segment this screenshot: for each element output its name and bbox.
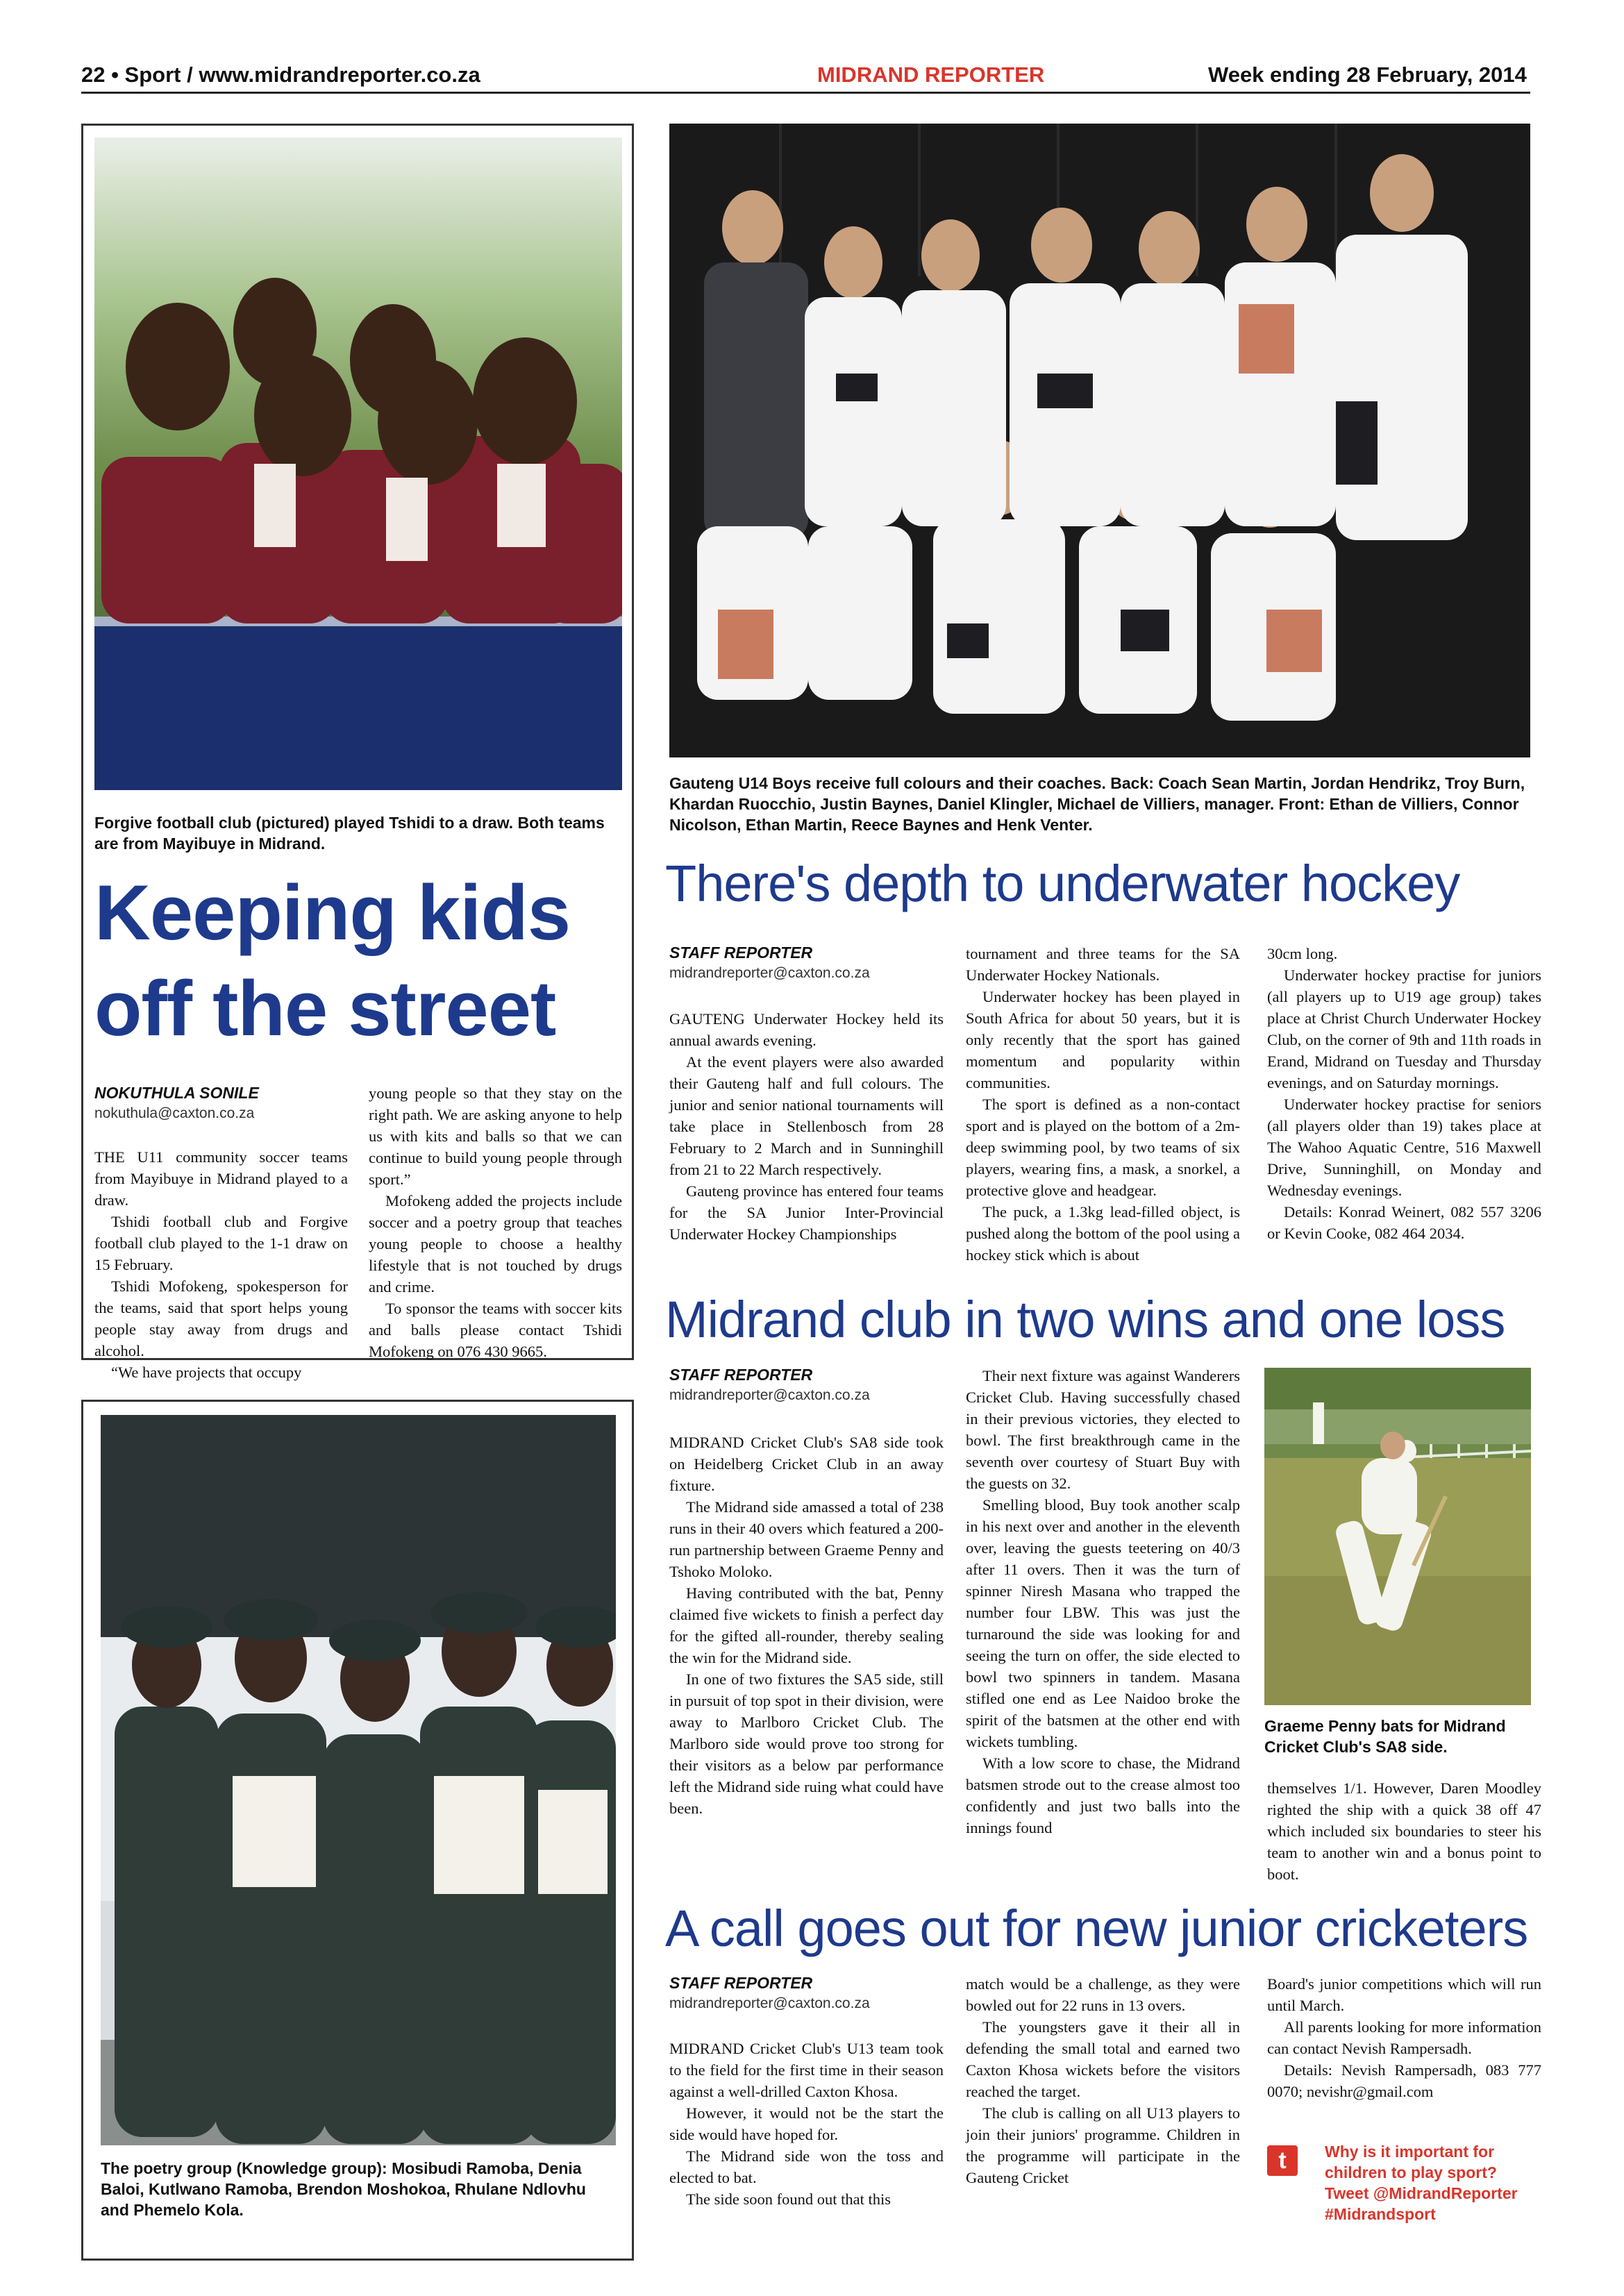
twitter-line: children to play sport? [1325, 2163, 1497, 2181]
poetry-photo-caption: The poetry group (Knowledge group): Mosibudi Ramoba, Denia Baloi, Kutlwano Ramoba, Brendon Moshokoa, Rhulane Ndlovhu and Phemelo Kola. [101, 2159, 586, 2219]
paragraph: With a low score to chase, the Midrand batsmen strode out to the crease almost too confidently and just two balls into the innings found [966, 1754, 1240, 1836]
paragraph: tournament and three teams for the SA Underwater Hockey Nationals. [966, 945, 1240, 984]
paragraph: In one of two fixtures the SA5 side, still in pursuit of top spot in their division, were away to Marlboro Cricket Club. The Marlboro side would prove too strong for their visitors as a below par performance left the Midrand side ruing what could have been. [669, 1670, 944, 1817]
article2-author: STAFF REPORTER [669, 944, 813, 962]
paragraph: MIDRAND Cricket Club's U13 team took to the field for the first time in their season against a well-drilled Caxton Khosa. [669, 2040, 944, 2100]
paragraph: GAUTENG Underwater Hockey held its annual awards evening. [669, 1010, 944, 1049]
paragraph: The puck, a 1.3kg lead-filled object, is pushed along the bottom of the pool using a hockey stick which is about [966, 1203, 1240, 1264]
issue-date: Week ending 28 February, 2014 [1208, 62, 1527, 87]
paragraph: To sponsor the teams with soccer kits and balls please contact Tshidi Mofokeng on 076 430 9665. [369, 1300, 622, 1360]
paragraph: The sport is defined as a non-contact sport and is played on the bottom of a 2m-deep swimming pool, by two teams of six players, wearing fins, a mask, a snorkel, a protective glove and headgear. [966, 1096, 1240, 1199]
paragraph: At the event players were also awarded their Gauteng half and full colours. The junior and senior national tournaments will take place in Stellenbosch from 28 February to 2 March and in Sunninghill from 21 to 22 March respectively. [669, 1053, 944, 1178]
article2-headline: There's depth to underwater hockey [665, 855, 1460, 912]
article3-headline: Midrand club in two wins and one loss [665, 1291, 1505, 1348]
paragraph: “We have projects that occupy [111, 1364, 302, 1381]
poetry-group-photo [101, 1415, 616, 2145]
article1-author: NOKUTHULA SONILE [94, 1084, 259, 1102]
paragraph: Mofokeng added the projects include soccer and a poetry group that teaches young people to choose a healthy lifestyle that is not touched by drugs and crime. [369, 1192, 622, 1296]
paragraph: Tshidi Mofokeng, spokesperson for the teams, said that sport helps young people stay away from drugs and alcohol. [94, 1277, 348, 1359]
article3-column-2 [966, 1365, 1240, 1838]
paragraph: Details: Konrad Weinert, 082 557 3206 or Kevin Cooke, 082 464 2034. [1267, 1203, 1541, 1242]
u14-boys-photo [669, 124, 1530, 757]
paragraph: The youngsters gave it their all in defending the small total and earned two Caxton Khosa wickets before the visitors reached the target. [966, 2018, 1240, 2100]
masthead: MIDRAND REPORTER [817, 62, 1045, 87]
paragraph: However, it would not be the start the side would have hoped for. [669, 2104, 944, 2143]
article4-column-2 [966, 1973, 1240, 2188]
paragraph: Their next fixture was against Wanderers Cricket Club. Having successfully chased in their previous victories, they elected to bowl. The first breakthrough came in the seventh over courtesy of Stuart Buy with the guests on 32. [966, 1367, 1240, 1492]
paragraph: Underwater hockey practise for seniors (all players older than 19) takes place at The Wahoo Aquatic Centre, 516 Maxwell Drive, Sunninghill, on Monday and Wednesday evenings. [1267, 1096, 1541, 1199]
article3-column-3 [1267, 1777, 1541, 1885]
article4-headline: A call goes out for new junior cricketers [665, 1900, 1528, 1957]
u14-photo-caption: Gauteng U14 Boys receive full colours and their coaches. Back: Coach Sean Martin, Jordan Hendrikz, Troy Burn, Khardan Ruocchio, Justin Baynes, Daniel Klingler, Michael de Villiers, manager. Front: Ethan de Villiers, Connor Nicolson, Ethan Martin, Reece Baynes and Henk Venter. [669, 774, 1525, 834]
paragraph: 30cm long. [1267, 945, 1338, 962]
football-photo-caption: Forgive football club (pictured) played Tshidi to a draw. Both teams are from Mayibuye in Midrand. [94, 814, 605, 853]
article4-column-3 [1267, 1973, 1541, 2102]
twitter-line: #Midrandsport [1325, 2205, 1436, 2223]
article4-author: STAFF REPORTER [669, 1974, 813, 1992]
paragraph: match would be a challenge, as they were bowled out for 22 runs in 13 overs. [966, 1975, 1240, 2014]
header-rule [81, 92, 1530, 94]
paragraph: The side soon found out that this [686, 2190, 891, 2208]
twitter-line: Why is it important for [1325, 2143, 1495, 2161]
article1-column-1 [94, 1146, 348, 1383]
page-section-label: 22 • Sport / www.midrandreporter.co.za [81, 62, 480, 87]
paragraph: Having contributed with the bat, Penny claimed five wickets to finish a perfect day for the gifted all-rounder, thereby sealing the win for the Midrand side. [669, 1584, 944, 1666]
paragraph: The Midrand side amassed a total of 238 runs in their 40 overs which featured a 200-run partnership between Graeme Penny and Tshoko Moloko. [669, 1498, 944, 1580]
article3-author: STAFF REPORTER [669, 1366, 813, 1384]
paragraph: Details: Nevish Rampersadh, 083 777 0070; nevishr@gmail.com [1267, 2061, 1541, 2100]
paragraph: Underwater hockey practise for juniors (all players up to U19 age group) takes place at Christ Church Underwater Hockey Club, on the corner of 9th and 11th roads in Erand, Midrand on Tuesday and Thursday evenings, and on Saturday mornings. [1267, 966, 1541, 1091]
cricket-photo-caption: Graeme Penny bats for Midrand Cricket Club's SA8 side. [1264, 1717, 1506, 1756]
paragraph: All parents looking for more information can contact Nevish Rampersadh. [1267, 2018, 1541, 2057]
paragraph: THE U11 community soccer teams from Mayibuye in Midrand played to a draw. [94, 1148, 348, 1209]
paragraph: Underwater hockey has been played in South Africa for about 50 years, but it is only recently that the sport has gained momentum and popularity within communities. [966, 988, 1240, 1091]
paragraph: Gauteng province has entered four teams for the SA Junior Inter-Provincial Underwater Hockey Championships [669, 1182, 944, 1243]
paragraph: themselves 1/1. However, Daren Moodley righted the ship with a quick 38 off 47 which included six boundaries to steer his team to another win and a bonus point to boot. [1267, 1779, 1541, 1883]
article3-column-1 [669, 1432, 944, 1819]
paragraph: young people so that they stay on the right path. We are asking anyone to help us with kits and balls so that we can continue to build young people through sport.” [369, 1084, 622, 1188]
article1-email: nokuthula@caxton.co.za [94, 1105, 255, 1121]
paragraph: MIDRAND Cricket Club's SA8 side took on Heidelberg Cricket Club in an away fixture. [669, 1434, 944, 1494]
paragraph: The club is calling on all U13 players to join their juniors' programme. Children in the programme will participate in the Gauteng Cricket [966, 2104, 1240, 2186]
paragraph: Tshidi football club and Forgive football club played to the 1-1 draw on 15 February. [94, 1213, 348, 1273]
article1-column-2 [369, 1082, 622, 1362]
twitter-line: Tweet @MidrandReporter [1325, 2184, 1518, 2202]
article2-column-1 [669, 1008, 944, 1245]
twitter-icon: t [1267, 2145, 1298, 2176]
article2-column-2 [966, 943, 1240, 1266]
cricket-batsman-photo [1264, 1368, 1531, 1705]
twitter-callout[interactable] [1325, 2141, 1518, 2224]
article3-email: midrandreporter@caxton.co.za [669, 1387, 870, 1403]
article2-email: midrandreporter@caxton.co.za [669, 965, 870, 981]
paragraph: Board's junior competitions which will run until March. [1267, 1975, 1541, 2014]
article4-column-1 [669, 2038, 944, 2210]
article4-email: midrandreporter@caxton.co.za [669, 1995, 870, 2011]
article2-column-3 [1267, 943, 1541, 1244]
paragraph: Smelling blood, Buy took another scalp in his next over and another in the eleventh over, leaving the guests teetering on 40/3 after 11 overs. Then it was the turn of spinner Niresh Masana who trapped the number four LBW. This was just the turnaround the side was looking for and seeing the turn on offer, the side elected to bowl two spinners in tandem. Masana stifled one end as Lee Naidoo broke the spirit of the batsmen at the other end with wickets tumbling. [966, 1496, 1240, 1750]
paragraph: The Midrand side won the toss and elected to bat. [669, 2147, 944, 2186]
football-team-photo [94, 137, 622, 790]
article1-headline: Keeping kids off the street [94, 869, 571, 1052]
